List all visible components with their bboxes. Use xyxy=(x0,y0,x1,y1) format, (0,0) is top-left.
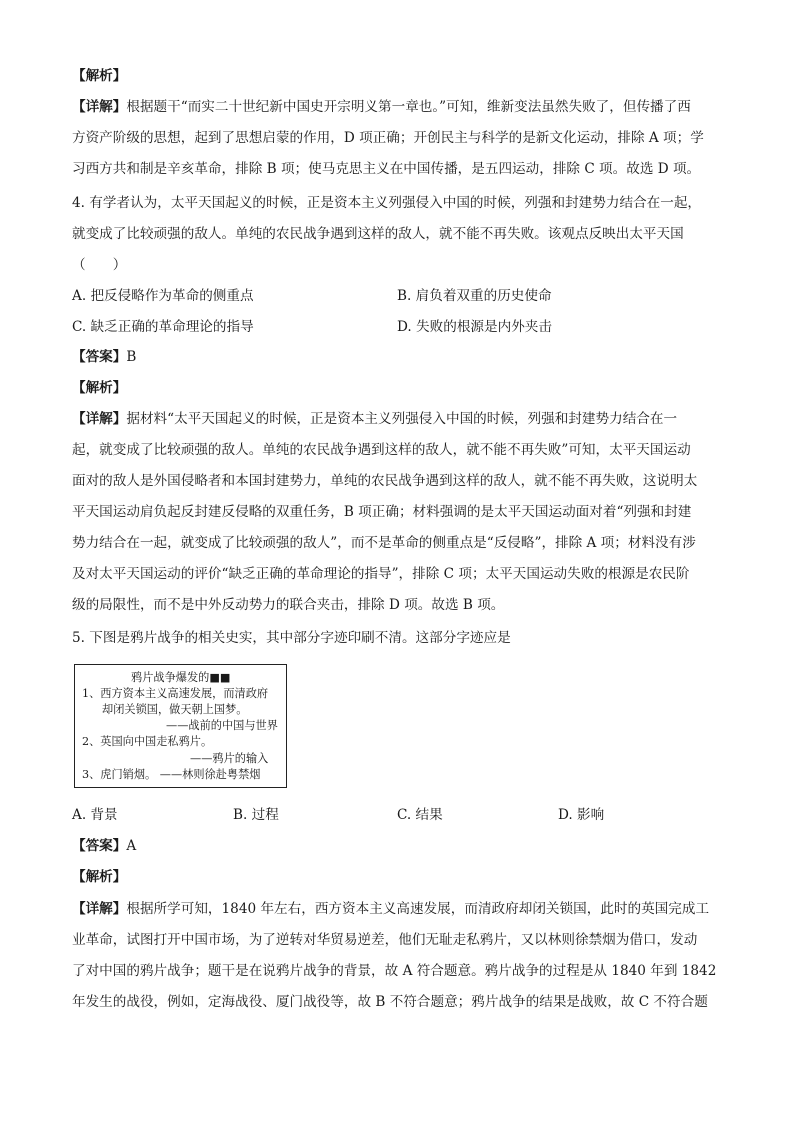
detail-line: 习西方共和制是辛亥革命，排除 B 项；使马克思主义在中国传播，是五四运动，排除 C 项。故选 D 项。 xyxy=(72,161,701,177)
box-line: ——鸦片的输入 xyxy=(190,752,269,765)
analysis-heading: 【解析】 xyxy=(72,869,127,885)
answer-line: 【答案】A xyxy=(72,838,137,854)
question-stem: 4. 有学者认为，太平天国起义的时候，正是资本主义列强侵入中国的时候，列强和封建势力结合在一起， xyxy=(72,195,702,211)
detail-line: 平天国运动肩负起反封建反侵略的双重任务，B 项正确；材料强调的是太平天国运动面对着“列强和封建 xyxy=(72,504,692,520)
option-a: A. 背景 xyxy=(72,807,118,823)
question-stem: 5. 下图是鸦片战争的相关史实，其中部分字迹印刷不清。这部分字迹应是 xyxy=(72,630,511,646)
detail-line: 了对中国的鸦片战争；题干是在说鸦片战争的背景，故 A 符合题意。鸦片战争的过程是从 1840 年到 1842 xyxy=(72,963,717,979)
box-line: 3、虎门销烟。 ——林则徐赴粤禁烟 xyxy=(82,768,261,781)
option-b: B. 肩负着双重的历史使命 xyxy=(397,288,552,304)
detail-line: 年发生的战役，例如，定海战役、厦门战役等，故 B 不符合题意；鸦片战争的结果是战败，故 C 不符合题 xyxy=(72,994,708,1010)
detail-line: 及对太平天国运动的评价“缺乏正确的革命理论的指导”，排除 C 项；太平天国运动失败的根源是农民阶 xyxy=(72,566,690,582)
analysis-heading: 【解析】 xyxy=(72,68,127,84)
detail-line: 起，就变成了比较顽强的敌人。单纯的农民战争遇到这样的敌人，就不能不再失败”可知，太平天国运动 xyxy=(72,442,691,458)
detail-line: 面对的敌人是外国侵略者和本国封建势力，单纯的农民战争遇到这样的敌人，就不能不再失败，这说明太 xyxy=(72,473,698,489)
detail-line: 【详解】根据题干“而实二十世纪新中国史开宗明义第一章也。”可知，维新变法虽然失败了，但传播了西 xyxy=(72,99,691,115)
detail-line: 【详解】根据所学可知，1840 年左右，西方资本主义高速发展，而清政府却闭关锁国，此时的英国完成工 xyxy=(72,901,710,917)
question-stem: （ ） xyxy=(72,257,127,273)
option-c: C. 缺乏正确的革命理论的指导 xyxy=(72,319,254,335)
question-stem: 就变成了比较顽强的敌人。单纯的农民战争遇到这样的敌人，就不能不再失败。该观点反映出太平天国 xyxy=(72,226,684,242)
detail-line: 势力结合在一起，就变成了比较顽强的敌人”，而不是革命的侧重点是“反侵略”，排除 A 项；材料没有涉 xyxy=(72,535,696,551)
option-d: D. 失败的根源是内外夹击 xyxy=(397,319,552,335)
detail-line: 【详解】据材料“太平天国起义的时候，正是资本主义列强侵入中国的时候，列强和封建势力结合在一 xyxy=(72,411,678,427)
option-d: D. 影响 xyxy=(558,807,605,823)
option-a: A. 把反侵略作为革命的侧重点 xyxy=(72,288,254,304)
box-line: 却闭关锁国，做天朝上国梦。 xyxy=(102,703,248,716)
detail-line: 业革命，试图打开中国市场，为了逆转对华贸易逆差，他们无耻走私鸦片，又以林则徐禁烟为借口，发动 xyxy=(72,932,698,948)
analysis-heading: 【解析】 xyxy=(72,380,127,396)
option-c: C. 结果 xyxy=(397,807,443,823)
box-line: ——战前的中国与世界 xyxy=(166,719,278,732)
box-title: 鸦片战争爆发的■■ xyxy=(131,671,231,684)
detail-line: 级的局限性，而不是中外反动势力的联合夹击，排除 D 项。故选 B 项。 xyxy=(72,597,505,613)
box-line: 1、西方资本主义高速发展，而清政府 xyxy=(82,687,269,700)
option-b: B. 过程 xyxy=(233,807,279,823)
detail-line: 方资产阶级的思想，起到了思想启蒙的作用，D 项正确；开创民主与科学的是新文化运动，排除 A 项；学 xyxy=(72,130,704,146)
answer-line: 【答案】B xyxy=(72,349,137,365)
box-line: 2、英国向中国走私鸦片。 xyxy=(82,735,213,748)
source-material-box xyxy=(74,664,287,788)
